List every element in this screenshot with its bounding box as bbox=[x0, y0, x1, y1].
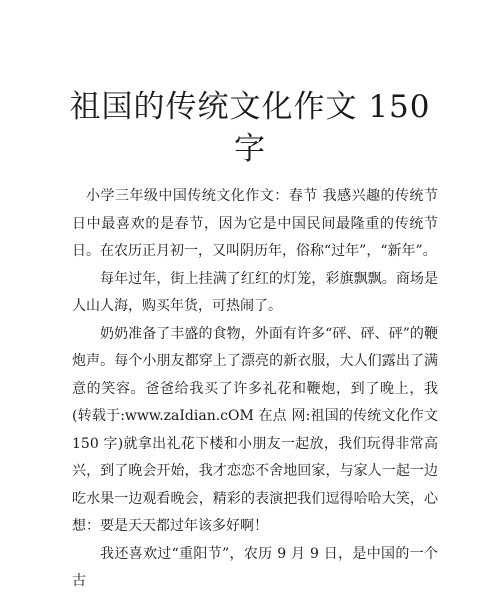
document-body bbox=[72, 183, 438, 596]
paragraph-4: 我还喜欢过“重阳节”，农历 9 月 9 日，是中国的一个古 bbox=[72, 545, 438, 589]
paragraph-3: 奶奶准备了丰盛的食物，外面有许多“砰、砰、砰”的鞭炮声。每个小朋友都穿上了漂亮的新衣服，大人们露出了满意的笑容。爸爸给我买了许多礼花和鞭炮，到了晚上，我(转载于:www.zaIdian.cOM 在点 网:祖国的传统文化作文 150 字)就拿出礼花下楼和小朋友一起放，我们玩得非常高兴，到了晚会开始，我才恋恋不舍地回家，与家人一起一边吃水果一边观看晚会，精彩的表演把我们逗得哈哈大笑，心想：要是天天都过年该多好啊！ bbox=[72, 325, 438, 534]
document-title: 祖国的传统文化作文 150 字 bbox=[69, 89, 431, 167]
paragraph-1: 小学三年级中国传统文化作文：春节 我感兴趣的传统节日中最喜欢的是春节，因为它是中国民间最隆重的传统节日。在农历正月初一，又叫阴历年，俗称“过年”，“新年”。 bbox=[72, 188, 438, 259]
paragraph-2: 每年过年，街上挂满了红红的灯笼，彩旗飘飘。商场是人山人海，购买年货，可热闹了。 bbox=[72, 270, 438, 314]
